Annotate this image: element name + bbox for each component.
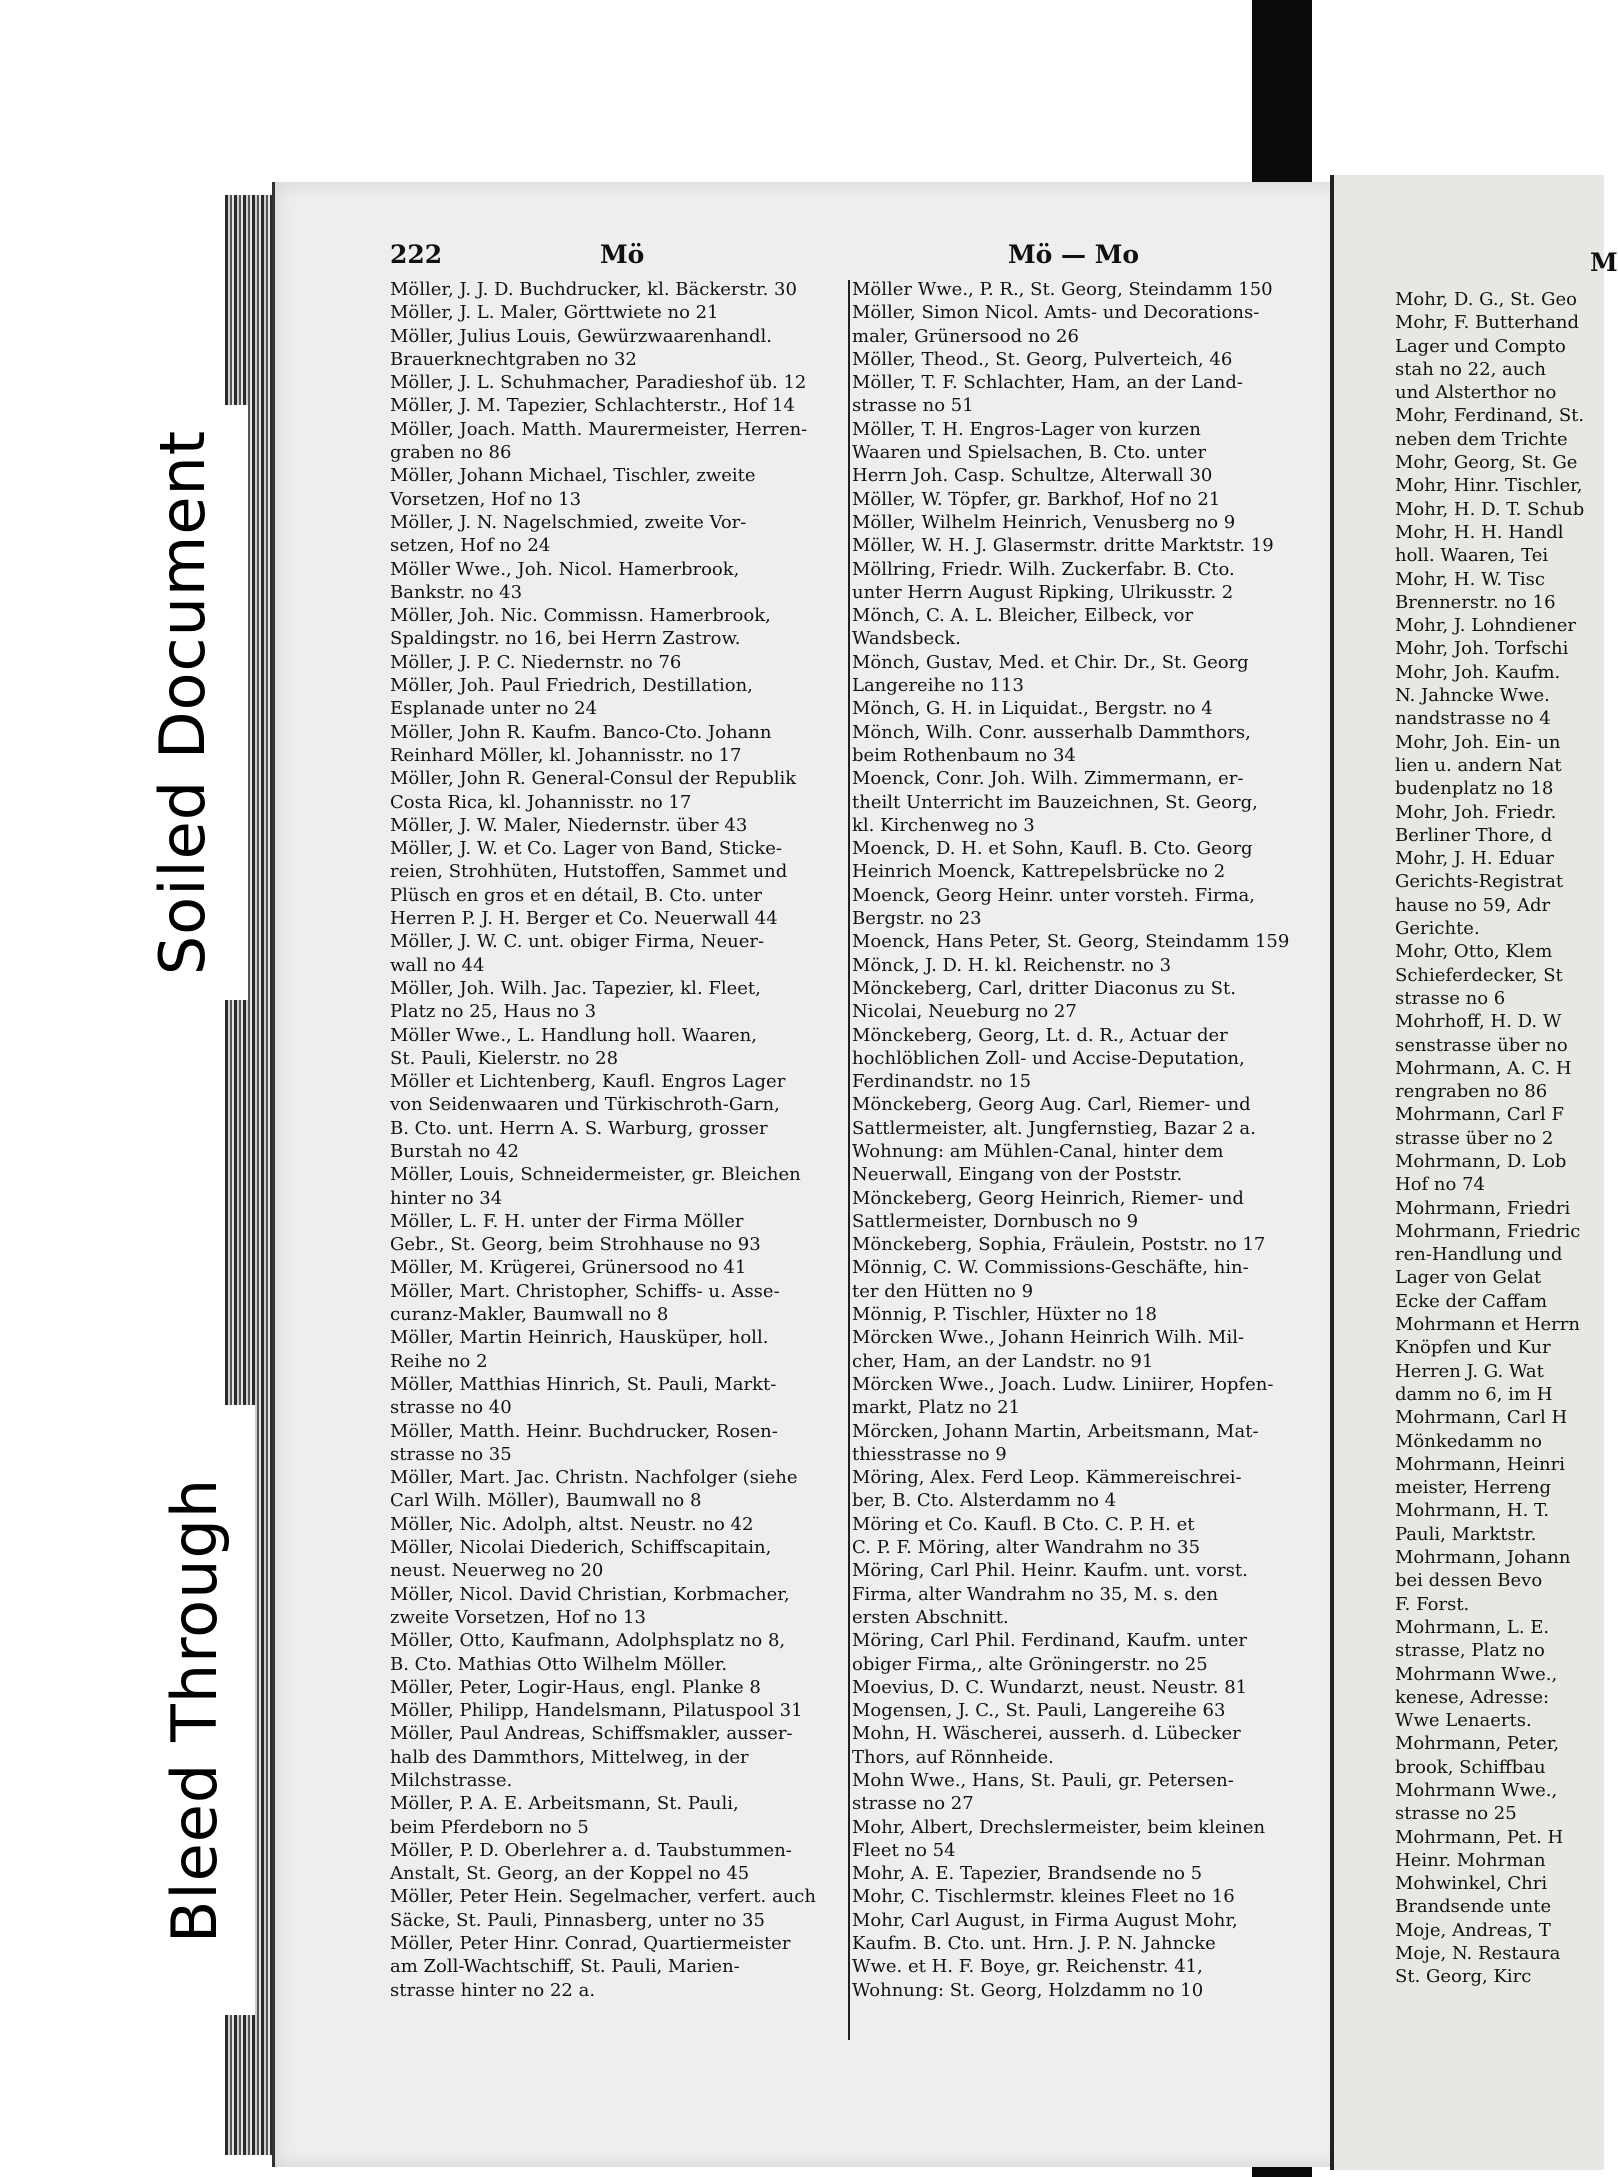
directory-line: Reinhard Möller, kl. Johannisstr. no 17 [390, 744, 742, 766]
left-running-title: Mö [600, 240, 645, 269]
directory-line: Herrn Joh. Casp. Schultze, Alterwall 30 [852, 465, 1213, 487]
directory-line: Brauerknechtgraben no 32 [390, 348, 637, 370]
directory-line: Mörcken Wwe., Joach. Ludw. Liniirer, Hopfen- [852, 1373, 1274, 1395]
directory-line: St. Pauli, Kielerstr. no 28 [390, 1047, 619, 1069]
directory-line: Möller, J. N. Nagelschmied, zweite Vor- [390, 511, 747, 533]
directory-line: Mohr, Joh. Friedr. [1395, 801, 1557, 823]
directory-line: Brandsende unte [1395, 1896, 1552, 1918]
directory-line: Wwe. et H. F. Boye, gr. Reichenstr. 41, [852, 1956, 1203, 1978]
directory-line: Möller, Joach. Matth. Maurermeister, Herren- [390, 418, 808, 440]
directory-line: maler, Grünersood no 26 [852, 325, 1079, 347]
directory-line: Säcke, St. Pauli, Pinnasberg, unter no 35 [390, 1909, 765, 1931]
directory-line: Möring, Carl Phil. Heinr. Kaufm. unt. vorst. [852, 1560, 1248, 1582]
page-number: 222 [390, 240, 443, 269]
directory-line: Neuerwall, Eingang von der Poststr. [852, 1164, 1183, 1186]
directory-line: Mohrmann Wwe., [1395, 1780, 1558, 1801]
directory-line: Lager und Compto [1395, 335, 1566, 357]
directory-line: Sattlermeister, Dornbusch no 9 [852, 1210, 1139, 1232]
directory-line: unter Herrn August Ripking, Ulrikusstr. 2 [852, 581, 1234, 603]
directory-line: Nicolai, Neueburg no 27 [852, 1001, 1077, 1023]
directory-line: halb des Dammthors, Mittelweg, in der [390, 1746, 749, 1768]
directory-line: Thors, auf Rönnheide. [852, 1746, 1054, 1768]
directory-line: Pauli, Marktstr. [1395, 1523, 1537, 1545]
directory-line: strasse no 40 [390, 1397, 512, 1419]
directory-line: hochlöblichen Zoll- und Accise-Deputation, [852, 1047, 1245, 1069]
directory-line: Mogensen, J. C., St. Pauli, Langereihe 63 [852, 1700, 1226, 1722]
directory-line: neust. Neuerweg no 20 [390, 1560, 604, 1582]
column-divider [848, 280, 850, 2040]
directory-line: Firma, alter Wandrahm no 35, M. s. den [852, 1583, 1219, 1605]
directory-line: meister, Herreng [1395, 1477, 1551, 1499]
directory-line: Mohr, Albert, Drechslermeister, beim kleinen [852, 1816, 1266, 1838]
directory-line: Möller, J. W. et Co. Lager von Band, Sticke- [390, 838, 782, 860]
directory-line: Mohrmann et Herrn [1395, 1314, 1580, 1336]
directory-line: Möller, T. F. Schlachter, Ham, an der Land- [852, 372, 1243, 394]
directory-line: strasse, Platz no [1395, 1640, 1545, 1662]
directory-line: thiesstrasse no 9 [852, 1443, 1007, 1465]
directory-line: Möller, P. A. E. Arbeitsmann, St. Pauli, [390, 1793, 739, 1815]
directory-line: Bergstr. no 23 [852, 908, 982, 930]
directory-line: Möller, Paul Andreas, Schiffsmakler, ausser- [390, 1723, 793, 1745]
directory-line: Möring, Carl Phil. Ferdinand, Kaufm. unter [852, 1630, 1247, 1652]
directory-line: strasse no 27 [852, 1793, 974, 1815]
directory-line: Mohr, Joh. Torfschi [1395, 638, 1569, 660]
directory-line: Mönnig, C. W. Commissions-Geschäfte, hin- [852, 1257, 1249, 1279]
directory-line: Möller, J. L. Schuhmacher, Paradieshof üb. 12 [390, 372, 807, 394]
directory-line: Esplanade unter no 24 [390, 698, 598, 720]
directory-line: strasse hinter no 22 a. [390, 1979, 596, 2001]
directory-line: Möller, Martin Heinrich, Hausküper, holl. [390, 1327, 769, 1349]
directory-line: Mönckeberg, Carl, dritter Diaconus zu St. [852, 977, 1236, 999]
directory-line: Mohr, Joh. Ein- un [1395, 731, 1561, 753]
directory-line: Mohrmann, A. C. H [1395, 1057, 1572, 1079]
directory-line: Möring, Alex. Ferd Leop. Kämmereischrei- [852, 1467, 1242, 1489]
directory-line: lien u. andern Nat [1395, 754, 1562, 776]
directory-line: Möller, Julius Louis, Gewürzwaarenhandl. [390, 325, 772, 347]
directory-line: N. Jahncke Wwe. [1395, 685, 1550, 707]
directory-line: Mohrmann, Pet. H [1395, 1826, 1564, 1848]
directory-line: Möller, P. D. Oberlehrer a. d. Taubstummen- [390, 1839, 792, 1861]
directory-line: Mohr, Ferdinand, St. [1395, 405, 1585, 427]
directory-line: Möller, Nicolai Diederich, Schiffscapitain, [390, 1537, 772, 1559]
directory-line: Mohrhoff, H. D. W [1395, 1011, 1562, 1033]
directory-line: Knöpfen und Kur [1395, 1337, 1551, 1359]
directory-line: Reihe no 2 [390, 1350, 488, 1372]
directory-line: ter den Hütten no 9 [852, 1280, 1034, 1302]
directory-line: hause no 59, Adr [1395, 894, 1551, 916]
directory-line: Möller, J. W. C. unt. obiger Firma, Neuer- [390, 931, 765, 953]
directory-line: bei dessen Bevo [1395, 1570, 1543, 1592]
directory-line: Mohwinkel, Chri [1395, 1873, 1548, 1895]
directory-line: Möller, Mart. Jac. Christn. Nachfolger (siehe [390, 1467, 798, 1489]
directory-line: Gebr., St. Georg, beim Strohhause no 93 [390, 1234, 761, 1256]
directory-line: Möller, Mart. Christopher, Schiffs- u. Asse- [390, 1280, 780, 1302]
directory-line: Möller et Lichtenberg, Kaufl. Engros Lager [390, 1071, 786, 1093]
directory-line: Kaufm. B. Cto. unt. Hrn. J. P. N. Jahncke [852, 1933, 1216, 1955]
directory-line: Plüsch en gros et en détail, B. Cto. unter [390, 884, 762, 906]
directory-line: Mönckeberg, Georg Aug. Carl, Riemer- und [852, 1094, 1251, 1116]
directory-line: Mohr, H. H. Handl [1395, 521, 1564, 543]
directory-line: Mohrmann, Friedric [1395, 1220, 1581, 1242]
directory-line: B. Cto. Mathias Otto Wilhelm Möller. [390, 1653, 728, 1675]
directory-line: brook, Schiffbau [1395, 1756, 1546, 1778]
directory-line: strasse no 51 [852, 395, 974, 417]
directory-line: Moenck, Conr. Joh. Wilh. Zimmermann, er- [852, 768, 1244, 790]
directory-line: strasse über no 2 [1395, 1127, 1554, 1149]
directory-line: Möller, L. F. H. unter der Firma Möller [390, 1210, 744, 1232]
directory-line: markt, Platz no 21 [852, 1397, 1021, 1419]
directory-line: Mönch, G. H. in Liquidat., Bergstr. no 4 [852, 698, 1213, 720]
directory-line: Möller, Peter Hinr. Conrad, Quartiermeister [390, 1933, 791, 1955]
directory-line: ren-Handlung und [1395, 1244, 1563, 1266]
directory-line: Vorsetzen, Hof no 13 [390, 488, 582, 510]
directory-line: Mönch, C. A. L. Bleicher, Eilbeck, vor [852, 605, 1194, 627]
directory-line: Möller, Peter Hein. Segelmacher, verfert. auch [390, 1886, 816, 1908]
directory-line: hinter no 34 [390, 1187, 503, 1209]
directory-line: Hof no 74 [1395, 1174, 1485, 1196]
directory-line: Möller, Matthias Hinrich, St. Pauli, Markt- [390, 1373, 777, 1395]
directory-line: Möller, J. J. D. Buchdrucker, kl. Bäckerstr. 30 [390, 279, 797, 300]
directory-line: von Seidenwaaren und Türkischroth-Garn, [390, 1094, 780, 1116]
directory-line: Burstah no 42 [390, 1140, 519, 1162]
directory-line: Spaldingstr. no 16, bei Herrn Zastrow. [390, 628, 741, 650]
directory-line: Milchstrasse. [390, 1770, 513, 1791]
directory-line: ber, B. Cto. Alsterdamm no 4 [852, 1490, 1117, 1512]
directory-line: Ferdinandstr. no 15 [852, 1071, 1032, 1093]
directory-line: nandstrasse no 4 [1395, 708, 1551, 730]
directory-line: Platz no 25, Haus no 3 [390, 1001, 597, 1023]
directory-line: Möller, J. L. Maler, Görttwiete no 21 [390, 302, 719, 324]
facing-column [1395, 288, 1600, 1989]
directory-line: Möller, W. Töpfer, gr. Barkhof, Hof no 21 [852, 488, 1221, 510]
directory-line: obiger Firma,, alte Gröningerstr. no 25 [852, 1653, 1208, 1675]
directory-line: am Zoll-Wachtschiff, St. Pauli, Marien- [390, 1956, 740, 1978]
directory-line: Mohn Wwe., Hans, St. Pauli, gr. Petersen- [852, 1770, 1234, 1791]
directory-line: Mönckeberg, Georg, Lt. d. R., Actuar der [852, 1024, 1228, 1046]
directory-line: curanz-Makler, Baumwall no 8 [390, 1304, 669, 1326]
directory-line: Mohr, J. Lohndiener [1395, 615, 1576, 637]
directory-line: Mohr, Carl August, in Firma August Mohr, [852, 1909, 1238, 1931]
directory-line: Mönckeberg, Sophia, Fräulein, Poststr. no 17 [852, 1234, 1266, 1256]
directory-line: kl. Kirchenweg no 3 [852, 814, 1035, 836]
directory-line: Mohrmann, L. E. [1395, 1616, 1550, 1638]
directory-line: Mohrmann, Peter, [1395, 1733, 1560, 1755]
directory-line: budenplatz no 18 [1395, 778, 1554, 800]
directory-line: B. Cto. unt. Herrn A. S. Warburg, grosser [390, 1117, 768, 1139]
directory-line: Mörcken, Johann Martin, Arbeitsmann, Mat- [852, 1420, 1259, 1442]
directory-line: Mörcken Wwe., Johann Heinrich Wilh. Mil- [852, 1327, 1245, 1349]
directory-line: C. P. F. Möring, alter Wandrahm no 35 [852, 1537, 1201, 1559]
directory-line: Möller, M. Krügerei, Grünersood no 41 [390, 1257, 747, 1279]
directory-line: Mönch, Gustav, Med. et Chir. Dr., St. Georg [852, 651, 1249, 673]
directory-line: Wohnung: St. Georg, Holzdamm no 10 [852, 1979, 1204, 2001]
directory-line: Wandsbeck. [852, 628, 961, 650]
directory-line: Möller, Philipp, Handelsmann, Pilatuspool 31 [390, 1700, 803, 1722]
left-column [390, 278, 848, 2002]
directory-line: Möller, Louis, Schneidermeister, gr. Bleichen [390, 1164, 801, 1186]
directory-line: Möller, John R. Kaufm. Banco-Cto. Johann [390, 721, 772, 743]
directory-line: Mohr, Georg, St. Ge [1395, 452, 1578, 474]
directory-line: Mohrmann, H. T. [1395, 1500, 1550, 1522]
directory-line: Mohr, Joh. Kaufm. [1395, 661, 1561, 683]
directory-line: Langereihe no 113 [852, 675, 1024, 697]
directory-line: Moenck, Georg Heinr. unter vorsteh. Firma, [852, 884, 1255, 906]
right-column [852, 278, 1305, 2002]
directory-line: Mohr, Hinr. Tischler, [1395, 475, 1583, 497]
directory-line: Mohn, H. Wäscherei, ausserh. d. Lübecker [852, 1723, 1241, 1745]
directory-line: kenese, Adresse: [1395, 1686, 1550, 1708]
directory-line: Möller, Matth. Heinr. Buchdrucker, Rosen- [390, 1420, 778, 1442]
directory-line: Berliner Thore, d [1395, 824, 1553, 846]
directory-line: rengraben no 86 [1395, 1081, 1548, 1103]
directory-line: Möller, Simon Nicol. Amts- und Decorations- [852, 302, 1260, 324]
directory-line: Möring et Co. Kaufl. B Cto. C. P. H. et [852, 1513, 1195, 1535]
directory-line: Mohrmann, Carl H [1395, 1407, 1568, 1429]
directory-line: Möller Wwe., L. Handlung holl. Waaren, [390, 1024, 757, 1046]
directory-line: Mohr, H. W. Tisc [1395, 568, 1545, 590]
directory-line: Moevius, D. C. Wundarzt, neust. Neustr. 81 [852, 1676, 1248, 1698]
directory-line: Mohrmann, Carl F [1395, 1104, 1564, 1126]
directory-line: Möller, Johann Michael, Tischler, zweite [390, 465, 756, 487]
directory-line: Sattlermeister, alt. Jungfernstieg, Bazar 2 a. [852, 1117, 1256, 1139]
directory-line: Mönckeberg, Georg Heinrich, Riemer- und [852, 1187, 1244, 1209]
directory-line: Lager von Gelat [1395, 1267, 1542, 1289]
directory-line: strasse no 6 [1395, 987, 1506, 1009]
directory-line: Möller, T. H. Engros-Lager von kurzen [852, 418, 1201, 440]
directory-line: Moje, N. Restaura [1395, 1943, 1561, 1965]
directory-line: Möller, Theod., St. Georg, Pulverteich, 46 [852, 348, 1233, 370]
directory-line: St. Georg, Kirc [1395, 1966, 1532, 1988]
directory-line: Carl Wilh. Möller), Baumwall no 8 [390, 1490, 702, 1512]
directory-line: wall no 44 [390, 954, 485, 976]
directory-line: Ecke der Caffam [1395, 1290, 1548, 1312]
directory-line: Möller, Nicol. David Christian, Korbmacher, [390, 1583, 790, 1605]
directory-line: damm no 6, im H [1395, 1383, 1553, 1405]
directory-line: Costa Rica, kl. Johannisstr. no 17 [390, 791, 692, 813]
bleed-through-text: Bleed Through [158, 1477, 232, 1943]
directory-line: Anstalt, St. Georg, an der Koppel no 45 [390, 1863, 750, 1885]
directory-line: strasse no 25 [1395, 1803, 1517, 1825]
directory-line: Mohr, Otto, Klem [1395, 941, 1553, 963]
directory-line: senstrasse über no [1395, 1034, 1568, 1056]
directory-line: Mohrmann, D. Lob [1395, 1150, 1567, 1172]
directory-line: Moenck, D. H. et Sohn, Kaufl. B. Cto. Georg [852, 838, 1253, 860]
directory-line: Möller, J. P. C. Niedernstr. no 76 [390, 651, 682, 673]
directory-line: graben no 86 [390, 442, 512, 464]
directory-line: Möller Wwe., Joh. Nicol. Hamerbrook, [390, 558, 740, 580]
directory-line: Möller, Joh. Wilh. Jac. Tapezier, kl. Fleet, [390, 977, 761, 999]
directory-line: zweite Vorsetzen, Hof no 13 [390, 1606, 646, 1628]
directory-line: F. Forst. [1395, 1593, 1470, 1615]
directory-line: Gerichte. [1395, 918, 1480, 940]
directory-line: und Alsterthor no [1395, 382, 1557, 404]
directory-line: Mönkedamm no [1395, 1430, 1542, 1452]
directory-line: Mohr, J. H. Eduar [1395, 848, 1554, 870]
directory-line: Fleet no 54 [852, 1839, 956, 1861]
directory-line: Herren P. J. H. Berger et Co. Neuerwall 44 [390, 908, 778, 930]
directory-line: Möller, W. H. J. Glasermstr. dritte Marktstr. 19 [852, 535, 1274, 557]
directory-line: Mohrmann Wwe., [1395, 1663, 1558, 1685]
directory-line: stah no 22, auch [1395, 358, 1547, 380]
directory-line: Möller, Nic. Adolph, altst. Neustr. no 42 [390, 1513, 754, 1535]
directory-line: Möller, J. W. Maler, Niedernstr. über 43 [390, 814, 748, 836]
directory-line: Mönch, Wilh. Conr. ausserhalb Dammthors, [852, 721, 1251, 743]
directory-line: Bankstr. no 43 [390, 581, 523, 603]
directory-line: Wohnung: am Mühlen-Canal, hinter dem [852, 1140, 1224, 1162]
directory-line: Moje, Andreas, T [1395, 1919, 1551, 1941]
directory-line: Gerichts-Registrat [1395, 871, 1564, 893]
directory-line: Brennerstr. no 16 [1395, 591, 1556, 613]
directory-line: neben dem Trichte [1395, 428, 1568, 450]
directory-line: ersten Abschnitt. [852, 1606, 1009, 1628]
directory-line: Schieferdecker, St [1395, 964, 1563, 986]
directory-line: holl. Waaren, Tei [1395, 545, 1549, 567]
directory-line: Möller, Joh. Paul Friedrich, Destillation, [390, 675, 753, 697]
directory-line: Mönnig, P. Tischler, Hüxter no 18 [852, 1304, 1157, 1326]
directory-line: Möller, John R. General-Consul der Republik [390, 768, 797, 790]
directory-line: beim Rothenbaum no 34 [852, 744, 1076, 766]
bleed-through-label [135, 1405, 255, 2015]
directory-line: Mohr, A. E. Tapezier, Brandsende no 5 [852, 1863, 1203, 1885]
directory-line: Heinr. Mohrman [1395, 1849, 1546, 1871]
directory-line: strasse no 35 [390, 1443, 512, 1465]
directory-line: Mohrmann, Friedri [1395, 1197, 1571, 1219]
directory-line: Herren J. G. Wat [1395, 1360, 1544, 1382]
directory-line: Mohr, D. G., St. Geo [1395, 289, 1577, 310]
directory-line: setzen, Hof no 24 [390, 535, 551, 557]
directory-line: Mönck, J. D. H. kl. Reichenstr. no 3 [852, 954, 1172, 976]
directory-line: Möller, Joh. Nic. Commissn. Hamerbrook, [390, 605, 771, 627]
directory-line: cher, Ham, an der Landstr. no 91 [852, 1350, 1154, 1372]
right-running-title: Mö — Mo [1008, 240, 1140, 269]
facing-running-title: M [1590, 248, 1618, 277]
directory-line: Mohrmann, Heinri [1395, 1453, 1565, 1475]
directory-line: Moenck, Hans Peter, St. Georg, Steindamm 159 [852, 931, 1290, 953]
directory-line: Möller, J. M. Tapezier, Schlachterstr., Hof 14 [390, 395, 795, 417]
directory-line: Möller, Wilhelm Heinrich, Venusberg no 9 [852, 511, 1236, 533]
directory-line: Mohr, F. Butterhand [1395, 312, 1580, 334]
directory-line: Wwe Lenaerts. [1395, 1710, 1532, 1732]
directory-line: Heinrich Moenck, Kattrepelsbrücke no 2 [852, 861, 1226, 883]
directory-line: Möller, Otto, Kaufmann, Adolphsplatz no 8, [390, 1630, 786, 1652]
soiled-document-text: Soiled Document [146, 429, 220, 976]
directory-line: Möller, Peter, Logir-Haus, engl. Planke 8 [390, 1676, 761, 1698]
directory-line: theilt Unterricht im Bauzeichnen, St. Georg, [852, 791, 1258, 813]
directory-line: Waaren und Spielsachen, B. Cto. unter [852, 442, 1207, 464]
directory-line: Mohr, H. D. T. Schub [1395, 498, 1585, 520]
soiled-document-label [118, 405, 248, 1000]
directory-line: Möllring, Friedr. Wilh. Zuckerfabr. B. Cto. [852, 558, 1235, 580]
directory-line: Möller Wwe., P. R., St. Georg, Steindamm 150 [852, 279, 1273, 300]
directory-line: Mohrmann, Johann [1395, 1547, 1571, 1569]
directory-line: beim Pferdeborn no 5 [390, 1816, 589, 1838]
directory-line: Mohr, C. Tischlermstr. kleines Fleet no 16 [852, 1886, 1235, 1908]
directory-line: reien, Strohhüten, Hutstoffen, Sammet und [390, 861, 788, 883]
